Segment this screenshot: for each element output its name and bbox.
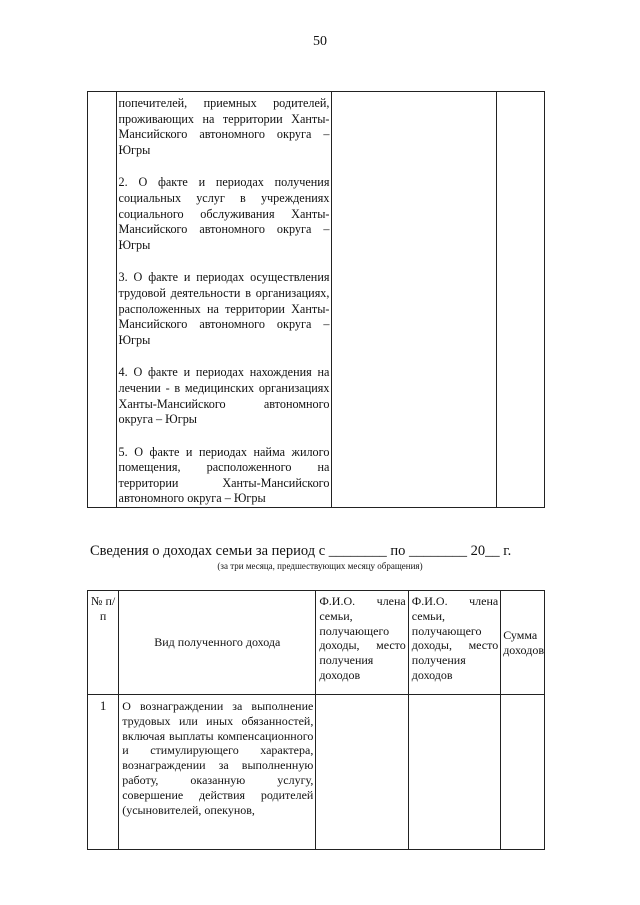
information-types-cell xyxy=(116,92,332,508)
blank-cell xyxy=(501,695,545,850)
header-family-member-2: Ф.И.О. члена семьи, получающего доходы, место получения доходов xyxy=(408,591,500,695)
header-income-type: Вид полученного дохода xyxy=(119,591,316,695)
page-number: 50 xyxy=(313,34,327,49)
paragraph-housing-rental: 5. О факте и периодах найма жилого помещения, расположенного на территории Ханты-Мансийского автономного округа – Югры xyxy=(118,444,330,506)
row-number-cell xyxy=(88,92,117,508)
header-number: № п/п xyxy=(88,591,119,695)
blank-cell xyxy=(408,695,500,850)
income-section-heading: Сведения о доходах семьи за период с ________ по ________ 20__ г. xyxy=(90,543,512,559)
table-header-row xyxy=(88,591,545,695)
header-family-member-1: Ф.И.О. члена семьи, получающего доходы, место получения доходов xyxy=(316,591,408,695)
paragraph-guardians: попечителей, приемных родителей, проживающих на территории Ханты-Мансийского автономного округа – Югры xyxy=(118,96,330,157)
income-section-subheading: (за три месяца, предшествующих месяцу обращения) xyxy=(217,561,423,571)
income-table xyxy=(87,590,545,850)
blank-cell xyxy=(316,695,408,850)
paragraph-social-services: 2. О факте и периодах получения социальных услуг в учреждениях социального обслуживания Ханты-Мансийского автономного округа – Югры xyxy=(118,175,330,252)
table-row xyxy=(88,695,545,850)
continuation-table xyxy=(87,91,545,508)
header-amount: Сумма доходов xyxy=(501,591,545,695)
paragraph-medical-treatment: 4. О факте и периодах нахождения на лечении - в медицинских организациях Ханты-Мансийского автономного округа – Югры xyxy=(118,365,330,427)
row-income-type: О вознаграждении за выполнение трудовых или иных обязанностей, включая выплаты компенсационного и стимулирующего характера, вознаграждении за выполненную работу, оказанную услугу, совершение действия родителей (усыновителей, опекунов, xyxy=(119,695,316,850)
row-number: 1 xyxy=(88,695,119,850)
blank-cell xyxy=(332,92,496,508)
paragraph-employment: 3. О факте и периодах осуществления трудовой деятельности в организациях, расположенных на территории Ханты-Мансийского автономного округа – Югры xyxy=(118,270,330,347)
blank-cell xyxy=(496,92,544,508)
